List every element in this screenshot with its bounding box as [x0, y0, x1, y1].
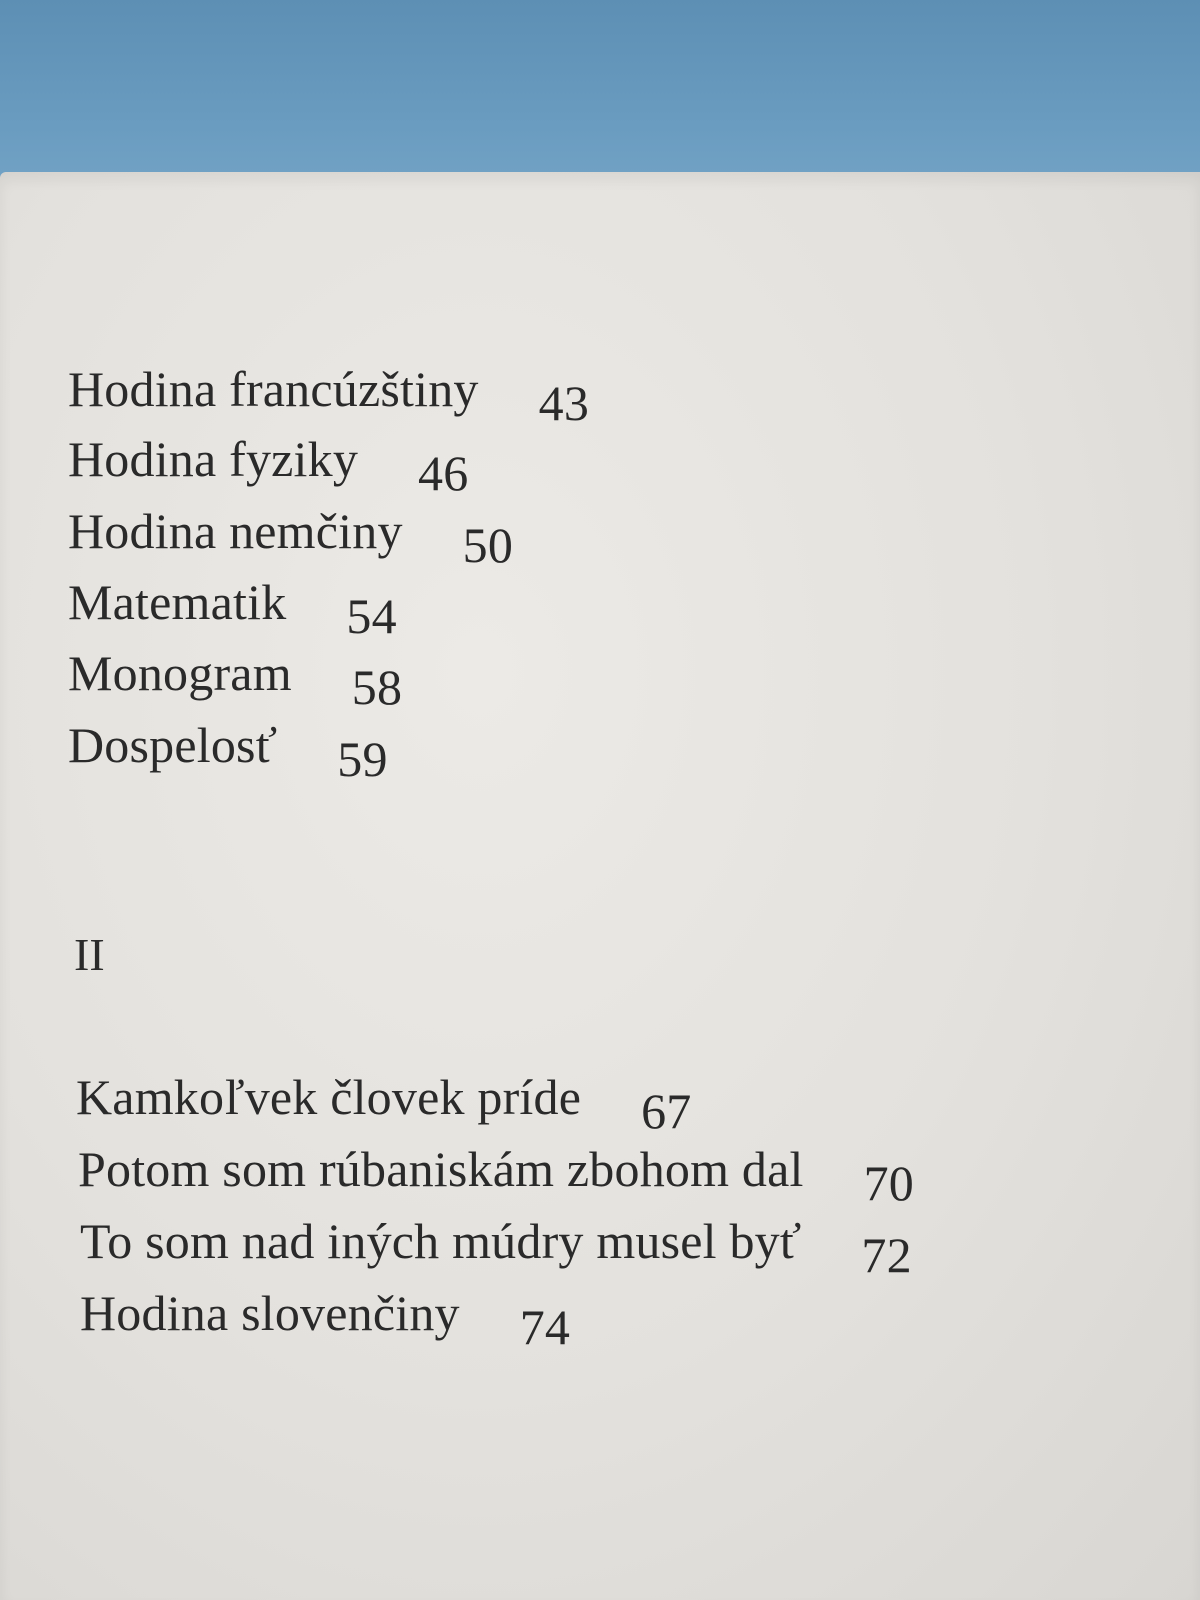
toc-entry-title: Dospelosť: [68, 717, 278, 773]
toc-entry-page: 54: [346, 588, 397, 644]
toc-entry-title: Hodina slovenčiny: [80, 1285, 460, 1341]
table-of-contents: [0, 172, 1200, 1600]
toc-entry: [68, 645, 403, 715]
toc-entry-title: Hodina fyziky: [68, 431, 359, 487]
section-numeral: II: [74, 929, 105, 980]
toc-entry-page: 59: [337, 731, 388, 787]
toc-entry-title: Hodina nemčiny: [68, 503, 403, 559]
book-page: [0, 172, 1200, 1600]
toc-entry-page: 74: [519, 1299, 571, 1355]
toc-entry-title: To som nad iných múdry musel byť: [80, 1213, 802, 1269]
toc-entry: [80, 1213, 912, 1283]
toc-entry-page: 67: [641, 1083, 692, 1139]
toc-entry: [78, 1141, 914, 1211]
toc-entry-page: 58: [351, 659, 403, 715]
toc-entry-title: Kamkoľvek človek príde: [76, 1069, 582, 1125]
toc-entry-title: Hodina francúzštiny: [68, 361, 479, 417]
toc-entry-page: 70: [863, 1155, 914, 1211]
toc-entry-page: 43: [538, 375, 590, 431]
toc-entry-page: 46: [418, 445, 469, 501]
toc-entry: [68, 574, 397, 644]
toc-entry: [76, 1069, 692, 1139]
toc-entry-title: Potom som rúbaniskám zbohom dal: [78, 1141, 804, 1197]
toc-entry: [68, 361, 590, 431]
toc-entry-title: Monogram: [68, 645, 292, 701]
toc-entry: [68, 503, 514, 573]
toc-entry-title: Matematik: [68, 574, 287, 630]
toc-entry: [68, 717, 388, 787]
toc-entry: [80, 1285, 571, 1355]
toc-entry-page: 72: [861, 1227, 912, 1283]
toc-entry: [68, 431, 469, 501]
toc-entry-page: 50: [462, 517, 514, 573]
